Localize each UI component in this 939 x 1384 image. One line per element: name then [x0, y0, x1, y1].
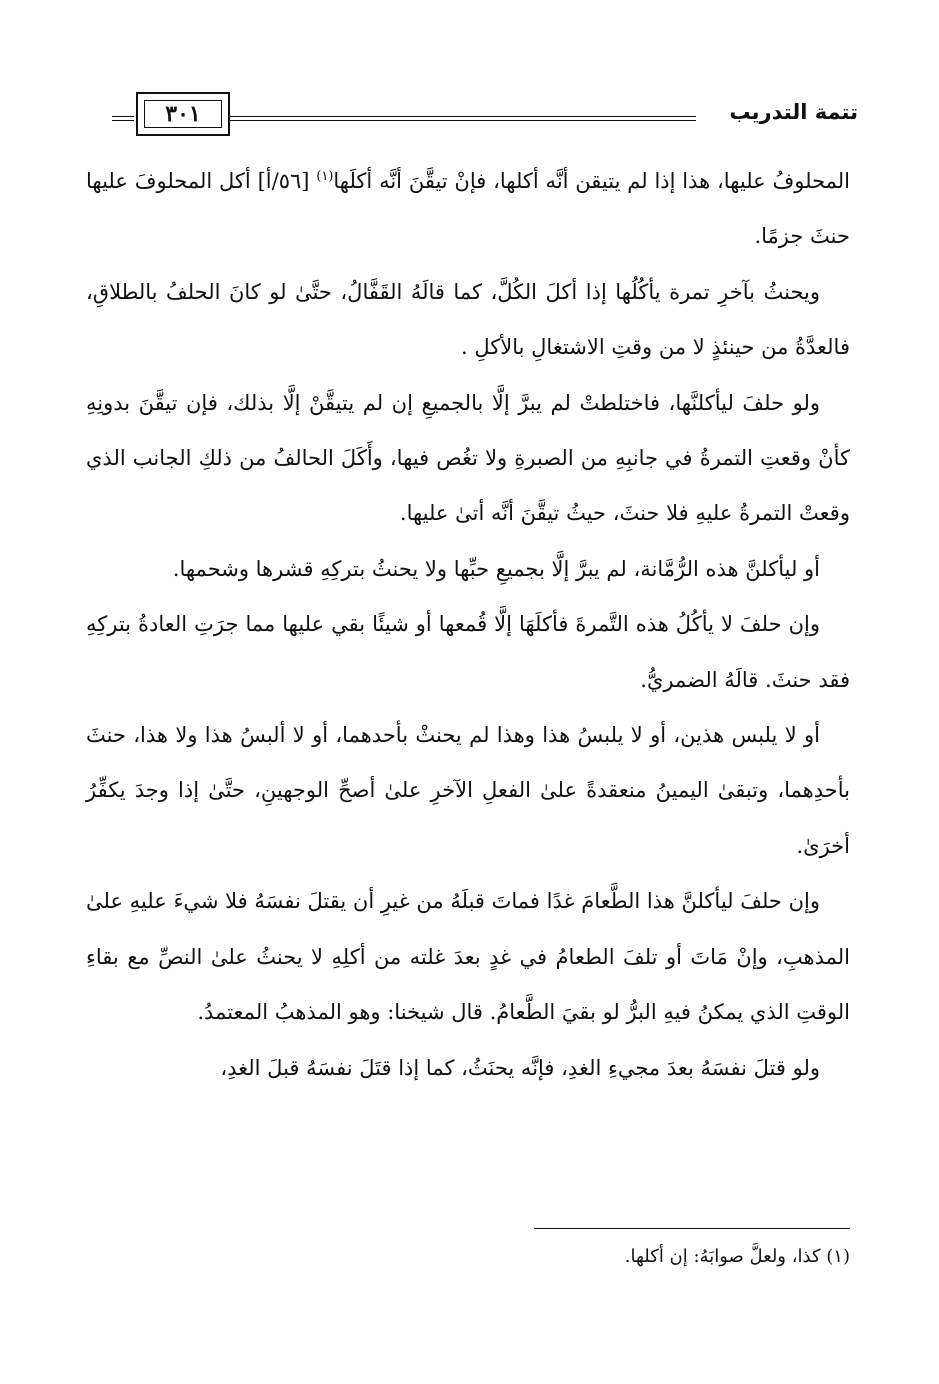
running-title: تتمة التدريب	[729, 100, 858, 124]
page-header	[112, 92, 858, 142]
page-number-box	[136, 92, 230, 136]
paragraph: ولو حلفَ ليأكلنَّها، فاختلطتْ لم يبرَّ إلَّا بالجميعِ إن لم يتيقَّنْ إلَّا بذلك، فإن تيقَّنَ بدونِهِ كأنْ وقعتِ التمرةُ في جانبِهِ من الصبرةِ ولا تغُص فيها، وأَكَلَ الحالفُ من ذلكِ الجانب الذي وقعتْ التمرةُ عليهِ فلا حنثَ، حيثُ تيقَّنَ أنَّه أتىٰ عليها.	[86, 390, 850, 526]
paragraph: أو لا يلبس هذين، أو لا يلبسُ هذا وهذا لم يحنثْ بأحدهما، أو لا ألبسُ هذا ولا هذا، حنثَ بأحدِهما، وتبقىٰ اليمينُ منعقدةً علىٰ الفعلِ الآخرِ علىٰ أصحِّ الوجهينِ، حتَّىٰ إذا وجدَ يكفِّرُ أخرَىٰ.	[86, 723, 850, 858]
paragraph: وإن حلفَ لا يأكُلُ هذه التَّمرةَ فأكلَهَا إلَّا قُمعها أو شيئًا بقي عليها مما جرَتِ العادةُ بتركِهِ فقد حنثَ. قالَهُ الضمريُّ.	[86, 612, 850, 692]
paragraph	[86, 154, 850, 265]
paragraph: وإن حلفَ ليأكلنَّ هذا الطَّعامَ غدًا فماتَ قبلَهُ من غيرِ أن يقتلَ نفسَهُ فلا شيءَ عليهِ علىٰ المذهبِ، وإنْ مَاتَ أو تلفَ الطعامُ في غدٍ بعدَ غلته من أكلِهِ لا يحنثُ علىٰ النصِّ مع بقاءِ الوقتِ الذي يمكنُ فيهِ البرُّ لو بقيَ الطَّعامُ. قال شيخنا: وهو المذهبُ المعتمدُ.	[86, 889, 850, 1025]
page-number: ٣٠١	[144, 100, 222, 128]
footnote-separator	[534, 1228, 850, 1229]
footnote: (١) كذا، ولعلَّ صوابَهُ: إن أكلها.	[624, 1246, 850, 1267]
paragraph-text: [٥٦/أ] أكل المحلوفَ عليها حنثَ جزمًا.	[86, 169, 850, 249]
header-rule-end	[112, 116, 134, 121]
paragraph: ولو قتلَ نفسَهُ بعدَ مجيءِ الغدِ، فإنَّه يحنَثُ، كما إذا قتَلَ نفسَهُ قبلَ الغدِ،	[220, 1055, 820, 1080]
header-rule	[230, 116, 696, 121]
paragraph-text: المحلوفُ عليها، هذا إذا لم يتيقن أنَّه أكلها، فإنْ تيقَّنَ أنَّه أكلَها	[333, 169, 851, 193]
main-text	[86, 154, 850, 1096]
paragraph: أو ليأكلنَّ هذه الرُّمَّانة، لم يبرَّ إلَّا بجميعِ حبِّها ولا يحنثُ بتركِهِ قشرها وشحمها.	[172, 556, 820, 581]
paragraph: ويحنثُ بآخرِ تمرة يأكُلُها إذا أكلَ الكُلَّ، كما قالَهُ القَفَّالُ، حتَّىٰ لو كانَ الحلفُ بالطلاقِ، فالعدَّةُ من حينئذٍ لا من وقتِ الاشتغالِ بالأكلِ .	[86, 279, 850, 360]
footnote-reference: (١)	[316, 169, 334, 184]
